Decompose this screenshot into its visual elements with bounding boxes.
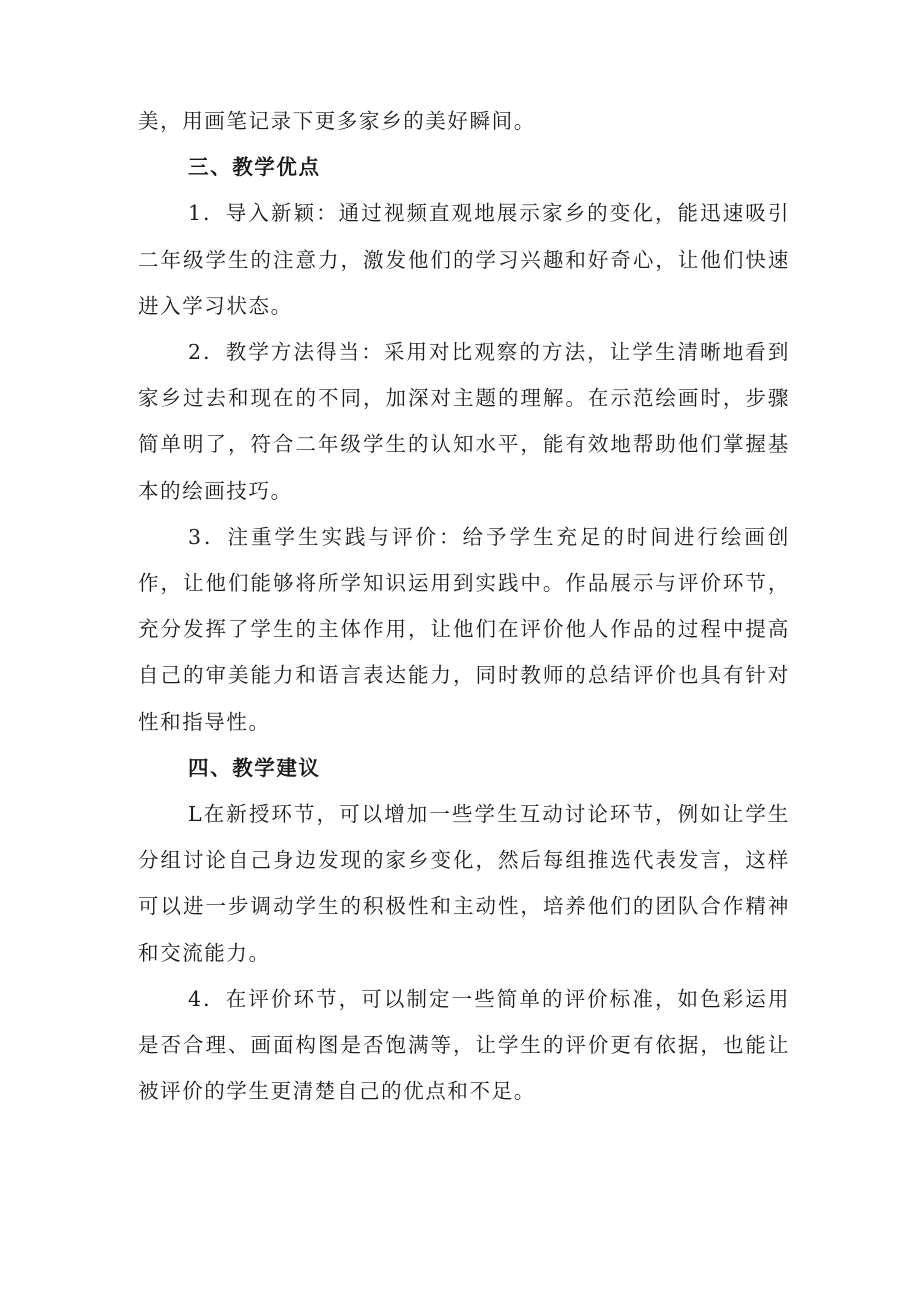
document-page <box>138 98 790 1114</box>
section-4-heading: 四、教学建议 <box>188 755 321 780</box>
section-3-item-1: 1．导入新颖：通过视频直观地展示家乡的变化，能迅速吸引二年级学生的注意力，激发他们的学习兴趣和好奇心，让他们快速进入学习状态。 <box>138 201 790 318</box>
section-3-item-3: 3．注重学生实践与评价：给予学生充足的时间进行绘画创作，让他们能够将所学知识运用到实践中。作品展示与评价环节，充分发挥了学生的主体作用，让他们在评价他人作品的过程中提高自己的审美能力和语言表达能力，同时教师的总结评价也具有针对性和指导性。 <box>138 524 790 734</box>
section-4-item-2: 4．在评价环节，可以制定一些简单的评价标准，如色彩运用是否合理、画面构图是否饱满等，让学生的评价更有依据，也能让被评价的学生更清楚自己的优点和不足。 <box>138 986 790 1104</box>
section-3-item-2: 2．教学方法得当：采用对比观察的方法，让学生清晰地看到家乡过去和现在的不同，加深对主题的理解。在示范绘画时，步骤简单明了，符合二年级学生的认知水平，能有效地帮助他们掌握基本的绘画技巧。 <box>138 340 790 503</box>
section-3-heading: 三、教学优点 <box>188 155 321 180</box>
section-4-item-1: L在新授环节，可以增加一些学生互动讨论环节，例如让学生分组讨论自己身边发现的家乡变化，然后每组推选代表发言，这样可以进一步调动学生的积极性和主动性，培养他们的团队合作精神和交流能力。 <box>138 802 790 965</box>
intro-paragraph-tail: 美，用画笔记录下更多家乡的美好瞬间。 <box>138 109 536 133</box>
